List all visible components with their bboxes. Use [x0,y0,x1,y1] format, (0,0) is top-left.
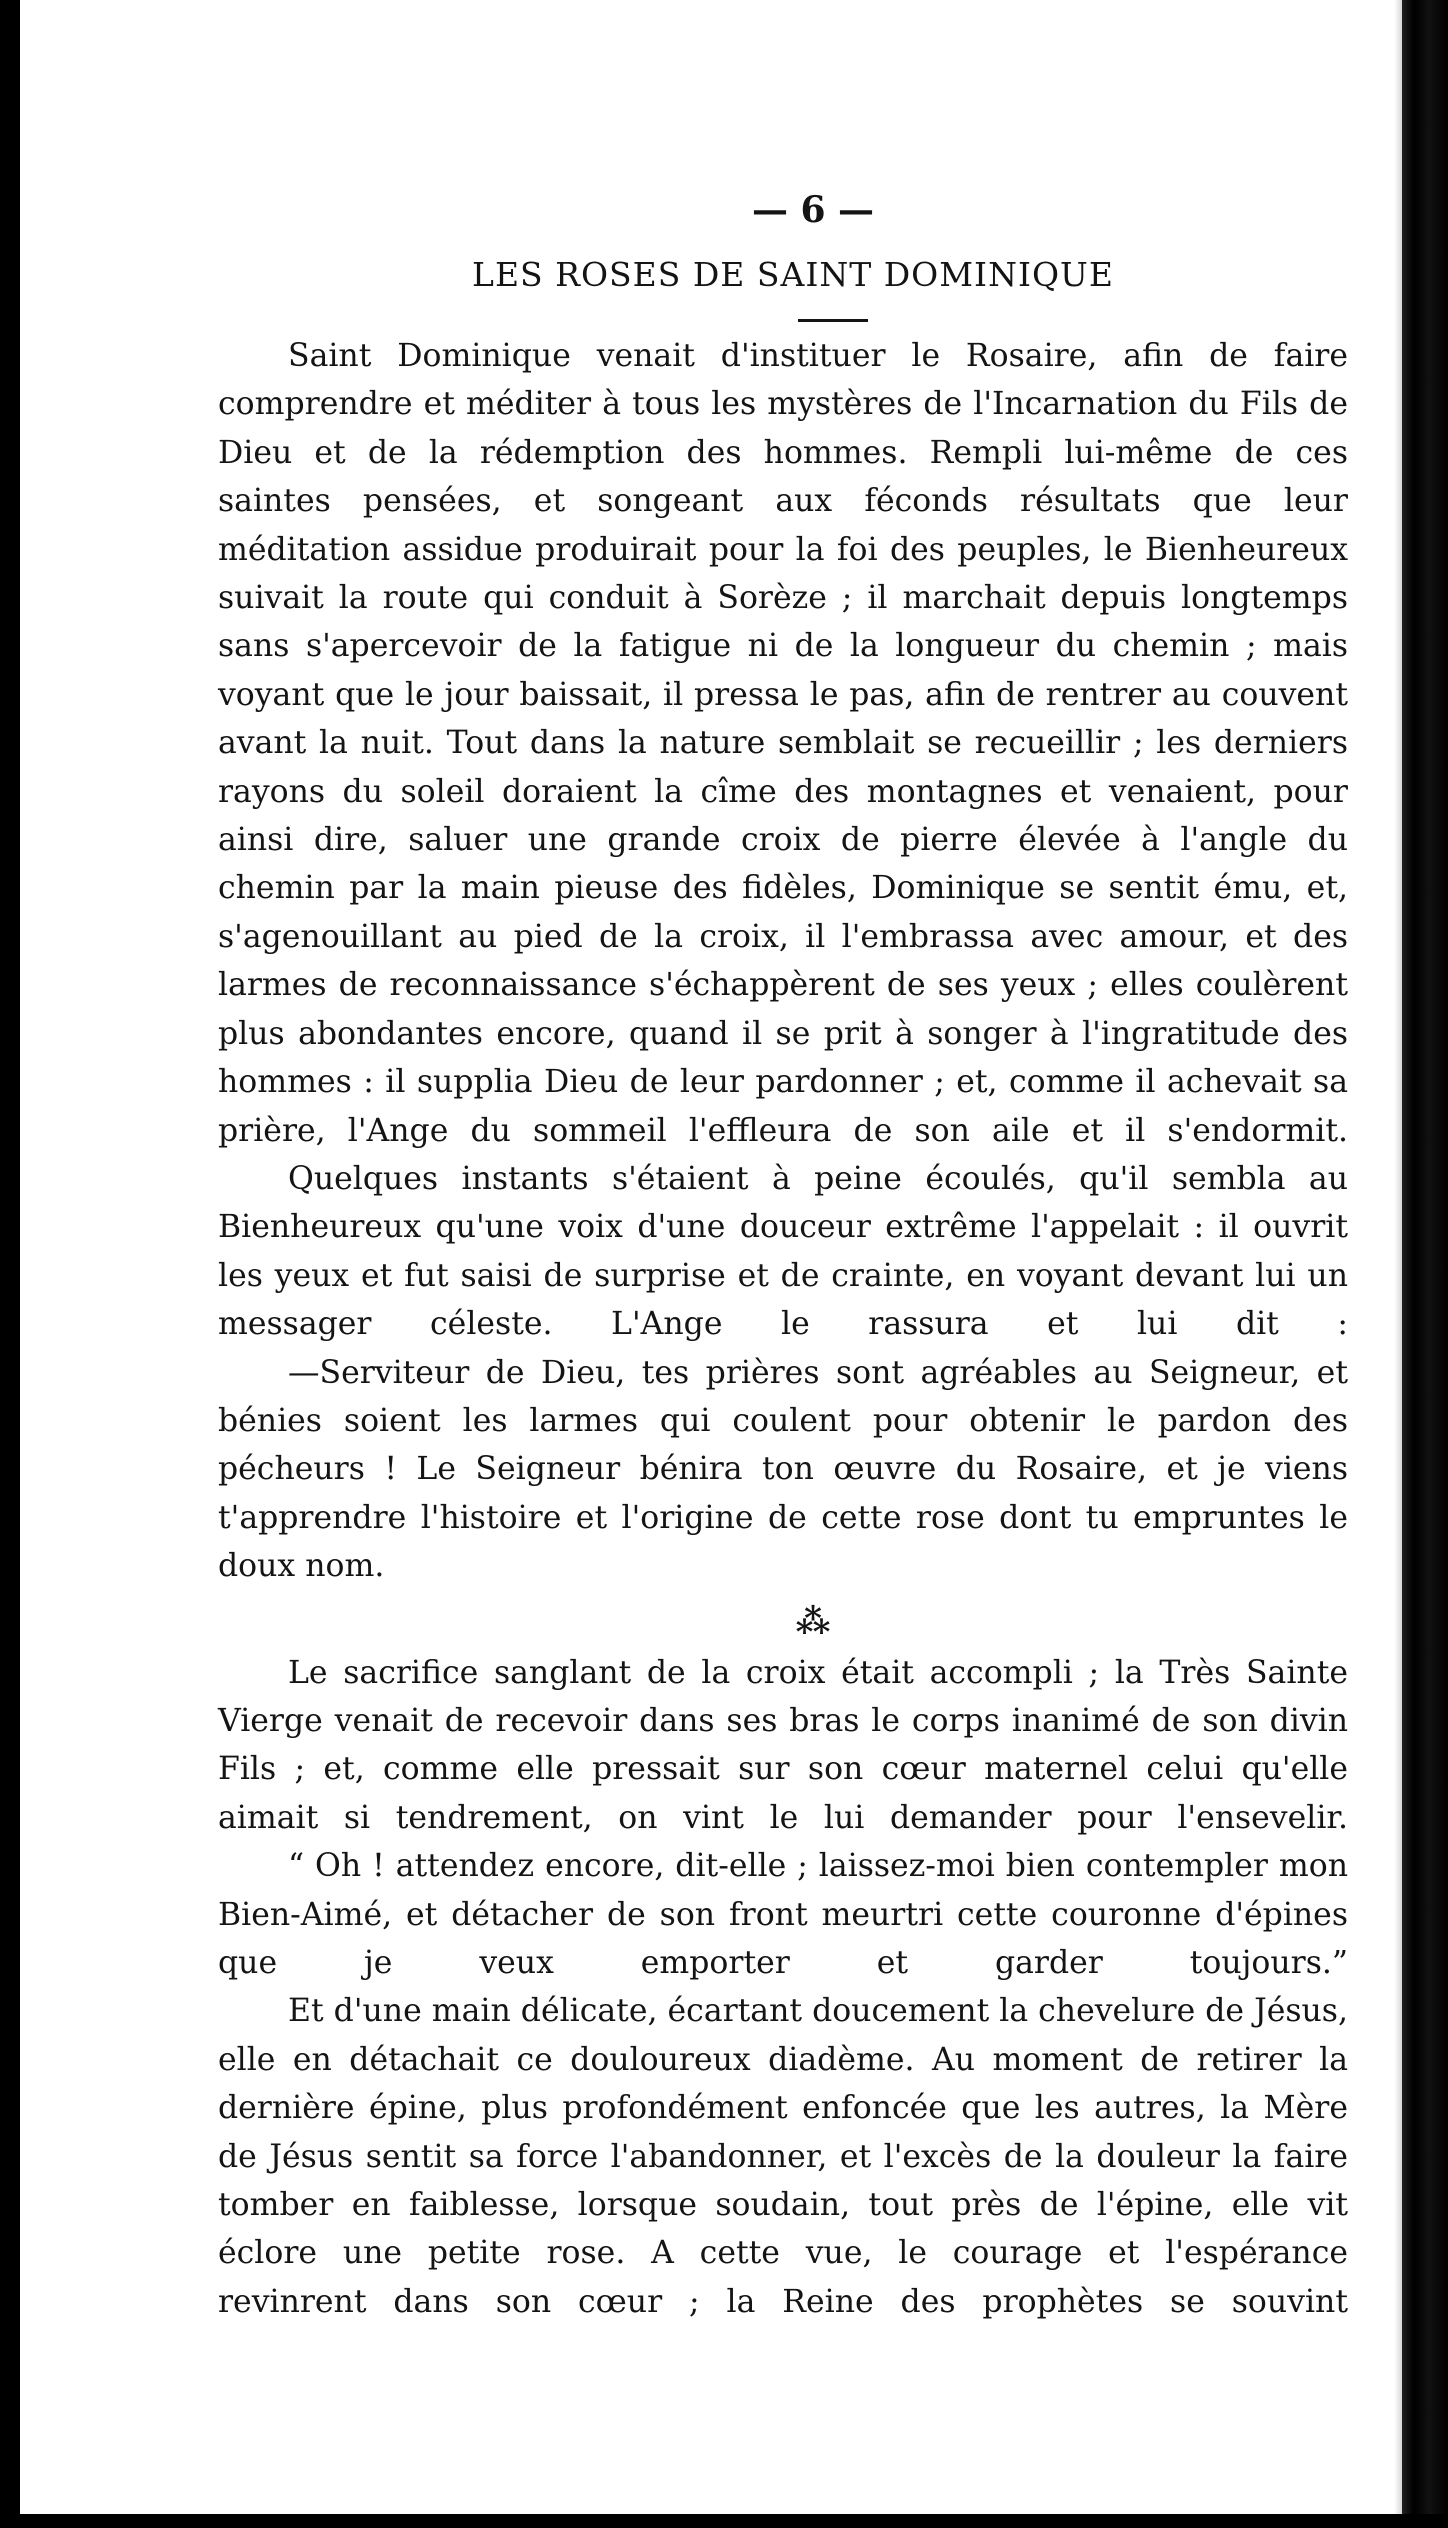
chapter-title: LES ROSES DE SAINT DOMINIQUE [472,255,1114,294]
page-number: — 6 — [751,189,875,231]
title-rule [798,319,868,322]
page-text [218,185,1348,2326]
paragraph-2: Quelques instants s'étaient à peine écoulés, qu'il sembla au Bienheureux qu'une voix d'une douceur extrême l'appelait : il ouvrit les yeux et fut saisi de surprise et de crainte, en voyant devant lui un messager céleste. L'Ange le rassura et lui dit : [218,1160,1348,1343]
page-gutter-shadow [1394,0,1402,2528]
scan-bottom-edge [0,2514,1448,2528]
section-asterism: ⁂ [795,1601,831,1642]
paragraph-3: —Serviteur de Dieu, tes prières sont agréables au Seigneur, et bénies soient les larmes qui coulent pour obtenir le pardon des pécheurs ! Le Seigneur bénira ton œuvre du Rosaire, et je viens t'apprendre l'histoire et l'origine de cette rose dont tu empruntes le doux nom. [218,1354,1348,1585]
scan-right-edge [1402,0,1448,2528]
paragraph-4: Le sacrifice sanglant de la croix était accompli ; la Très Sainte Vierge venait de recevoir dans ses bras le corps inanimé de son divin Fils ; et, comme elle pressait sur son cœur maternel celui qu'elle aimait si tendrement, on vint le lui demander pour l'ensevelir. [218,1654,1348,1836]
paragraph-5: “ Oh ! attendez encore, dit-elle ; laissez-moi bien contempler mon Bien-Aimé, et détacher de son front meurtri cette couronne d'épines que je veux emporter et garder toujours.” [218,1848,1348,1981]
paragraph-1: Saint Dominique venait d'instituer le Rosaire, afin de faire comprendre et méditer à tous les mystères de l'Incarnation du Fils de Dieu et de la rédemption des hommes. Rempli lui-même de ces saintes pensées, et songeant aux féconds résultats que leur méditation assidue produirait pour la foi des peuples, le Bienheureux suivait la route qui conduit à Sorèze ; il marchait depuis longtemps sans s'apercevoir de la fatigue ni de la longueur du chemin ; mais voyant que le jour baissait, il pressa le pas, afin de rentrer au couvent avant la nuit. Tout dans la nature semblait se recueillir ; les derniers rayons du soleil doraient la cîme des montagnes et venaient, pour ainsi dire, saluer une grande croix de pierre élevée à l'angle du chemin par la main pieuse des fidèles, Dominique se sentit ému, et, s'agenouillant au pied de la croix, il l'embrassa avec amour, et des larmes de reconnaissance s'échappèrent de ses yeux ; elles coulèrent plus abondantes encore, quand il se prit à songer à l'ingratitude des hommes : il supplia Dieu de leur pardonner ; et, comme il achevait sa prière, l'Ange du sommeil l'effleura de son aile et il s'endormit. [218,338,1348,1149]
scan-left-edge [0,0,20,2528]
paragraph-6: Et d'une main délicate, écartant doucement la chevelure de Jésus, elle en détachait ce douloureux diadème. Au moment de retirer la dernière épine, plus profondément enfoncée que les autres, la Mère de Jésus sentit sa force l'abandonner, et l'excès de la douleur la faire tomber en faiblesse, lorsque soudain, tout près de l'épine, elle vit éclore une petite rose. A cette vue, le courage et l'espérance revinrent dans son cœur ; la Reine des prophètes se souvint [218,1993,1348,2320]
